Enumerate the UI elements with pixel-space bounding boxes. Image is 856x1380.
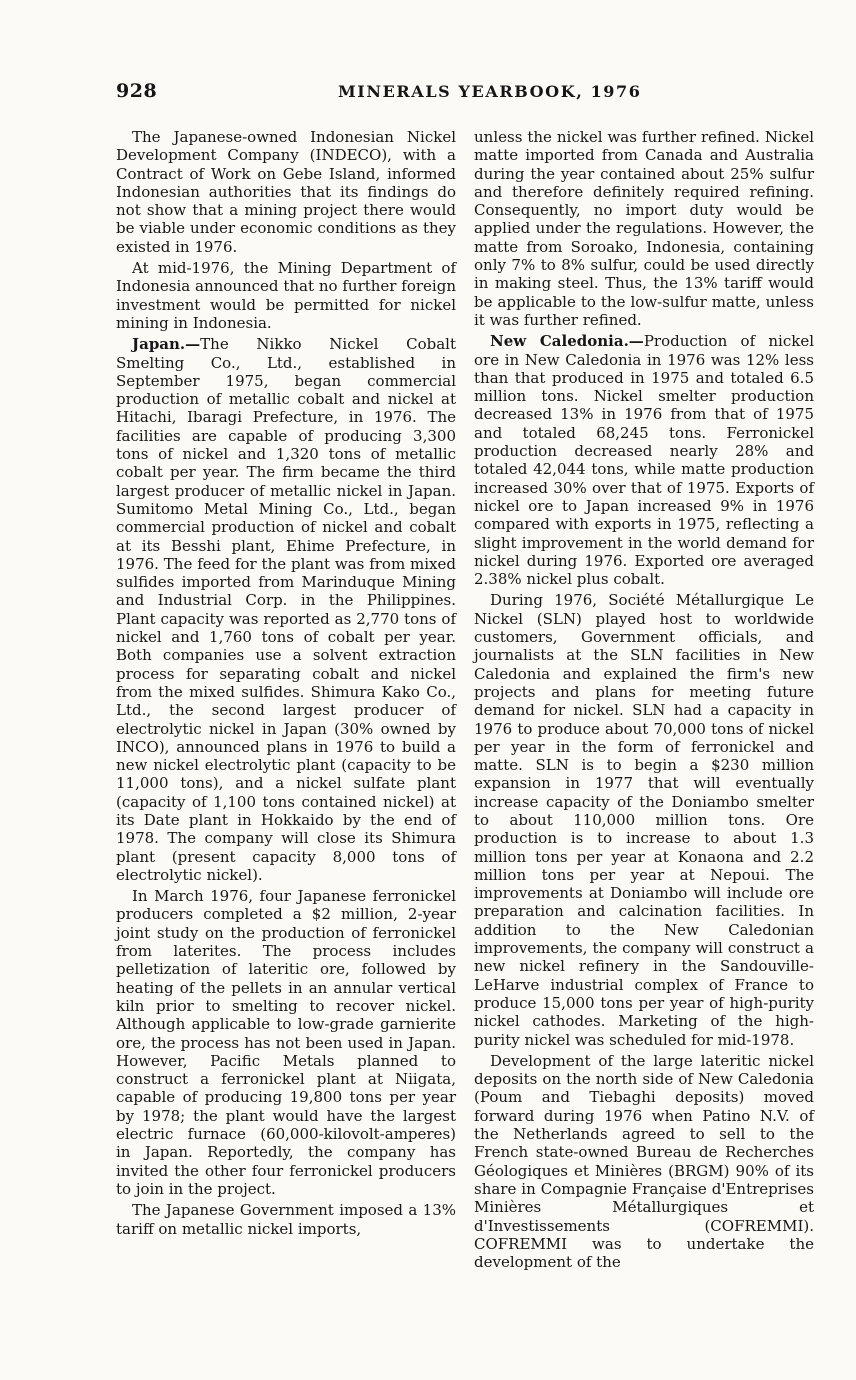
paragraph-indeco	[116, 128, 456, 256]
paragraph-text: Development of the large lateritic nickel deposits on the north side of New Caledonia (Poum and Tiebaghi deposits) moved forward during 1976 when Patino N.V. of the Netherlands agreed to sell to the French state-owned Bureau de Recherches Géologiques et Minières (BRGM) 90% of its share in Compagnie Française d'Entreprises Minières Métallurgiques et d'Investissements (COFREMMI). COFREMMI was to undertake the development of the	[474, 1051, 814, 1272]
paragraph-text: The Nikko Nickel Cobalt Smelting Co., Ltd., established in September 1975, began commercial production of metallic cobalt and nickel at Hitachi, Ibaragi Prefecture, in 1976. The facilities are capable of producing 3,300 tons of nickel and 1,320 tons of metallic cobalt per year. The firm became the third largest producer of metallic nickel in Japan. Sumitomo Metal Mining Co., Ltd., began commercial production of nickel and cobalt at its Besshi plant, Ehime Prefecture, in 1976. The feed for the plant was from mixed sulfides imported from Marinduque Mining and Industrial Corp. in the Philippines. Plant capacity was reported as 2,770 tons of nickel and 1,760 tons of cobalt per year. Both companies use a solvent extraction process for separating cobalt and nickel from the mixed sulfides. Shimura Kako Co., Ltd., the second largest producer of electrolytic nickel in Japan (30% owned by INCO), announced plans in 1976 to build a new nickel electrolytic plant (capacity to be 11,000 tons), and a nickel sulfate plant (capacity of 1,100 tons contained nickel) at its Date plant in Hokkaido by the end of 1978. The company will close its Shimura plant (present capacity 8,000 tons of electrolytic nickel).	[116, 335, 456, 884]
paragraph-text: The Japanese Government imposed a 13% tariff on metallic nickel imports,	[116, 1201, 456, 1238]
paragraph-text: Production of nickel ore in New Caledonia in 1976 was 12% less than that produced in 1975 and totaled 6.5 million tons. Nickel smelter production decreased 13% in 1976 from that of 1975 and totaled 68,245 tons. Ferronickel production decreased nearly 28% and totaled 42,044 tons, while matte production increased 30% over that of 1975. Exports of nickel ore to Japan increased 9% in 1976 compared with exports in 1975, reflecting a slight improvement in the world demand for nickel during 1976. Exported ore averaged 2.38% nickel plus cobalt.	[474, 332, 814, 589]
paragraph-mining-department	[116, 259, 456, 332]
paragraph-tariff-continued	[474, 128, 814, 329]
right-column	[474, 128, 814, 1274]
paragraph-tariff	[116, 1201, 456, 1238]
running-title: MINERALS YEARBOOK, 1976	[338, 82, 642, 101]
page-header	[116, 80, 816, 110]
left-column	[116, 128, 456, 1241]
paragraph-lateritic-deposits	[474, 1052, 814, 1272]
paragraph-japan	[116, 335, 456, 884]
paragraph-text: During 1976, Société Métallurgique Le Nickel (SLN) played host to worldwide customers, Government officials, and journalists at the SLN facilities in New Caledonia and explained the firm's new projects and plans for meeting future demand for nickel. SLN had a capacity in 1976 to produce about 70,000 tons of nickel per year in the form of ferronickel and matte. SLN is to begin a $230 million expansion in 1977 that will eventually increase capacity of the Doniambo smelter to about 110,000 million tons. Ore production is to increase to about 1.3 million tons per year at Konaona and 2.2 million tons per year at Nepoui. The improvements at Doniambo will include ore preparation and calcination facilities. In addition to the New Caledonian improvements, the company will construct a new nickel refinery in the Sandouville-LeHarve industrial complex of France to produce 15,000 tons per year of high-purity nickel cathodes. Marketing of the high-purity nickel was scheduled for mid-1978.	[474, 591, 814, 1049]
section-heading-japan: Japan.—	[132, 335, 201, 354]
paragraph-ferronickel-study	[116, 887, 456, 1198]
paragraph-new-caledonia	[474, 332, 814, 588]
section-heading-new-caledonia: New Caledonia.—	[490, 332, 644, 351]
paragraph-text: unless the nickel was further refined. Nickel matte imported from Canada and Australia during the year contained about 25% sulfur and therefore definitely required refining. Consequently, no import duty would be applied under the regulations. However, the matte from Soroako, Indonesia, containing only 7% to 8% sulfur, could be used directly in making steel. Thus, the 13% tariff would be applicable to the low-sulfur matte, unless it was further refined.	[474, 128, 814, 329]
paragraph-text: In March 1976, four Japanese ferronickel producers completed a $2 million, 2-year joint study on the production of ferronickel from laterites. The process includes pelletization of lateritic ore, followed by heating of the pellets in an annular vertical kiln prior to smelting to recover nickel. Although applicable to low-grade garnierite ore, the process has not been used in Japan. However, Pacific Metals planned to construct a ferronickel plant at Niigata, capable of producing 19,800 tons per year by 1978; the plant would have the largest electric furnace (60,000-kilovolt-amperes) in Japan. Reportedly, the company has invited the other four ferronickel producers to join in the project.	[116, 887, 456, 1198]
paragraph-sln	[474, 591, 814, 1048]
page-number: 928	[116, 80, 158, 102]
paragraph-text: The Japanese-owned Indonesian Nickel Development Company (INDECO), with a Contract of Work on Gebe Island, informed Indonesian authorities that its findings do not show that a mining project there would be viable under economic conditions as they existed in 1976.	[116, 128, 456, 256]
paragraph-text: At mid-1976, the Mining Department of Indonesia announced that no further foreign investment would be permitted for nickel mining in Indonesia.	[116, 259, 456, 332]
